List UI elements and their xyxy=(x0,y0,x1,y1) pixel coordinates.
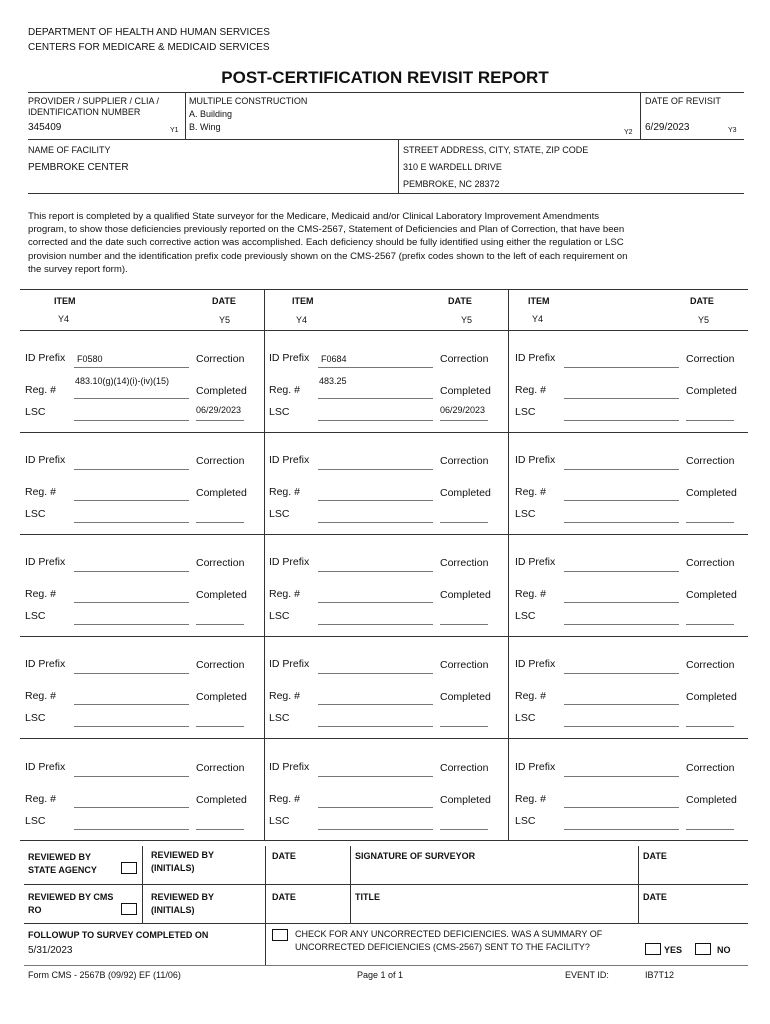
completed-label: Completed xyxy=(196,691,247,703)
id-prefix-field[interactable] xyxy=(318,571,433,572)
reviewed-cms-checkbox[interactable] xyxy=(121,903,137,915)
id-prefix-field[interactable] xyxy=(318,776,433,777)
lsc-label: LSC xyxy=(269,508,290,520)
reviewed-cms-label: REVIEWED BY CMS RO xyxy=(28,892,114,915)
id-prefix-field[interactable] xyxy=(564,367,679,368)
wing-label[interactable]: B. Wing xyxy=(189,122,221,132)
date-field[interactable] xyxy=(686,522,734,523)
id-prefix-field[interactable] xyxy=(564,776,679,777)
correction-label: Correction xyxy=(196,455,245,467)
lsc-label: LSC xyxy=(25,508,46,520)
id-prefix-label: ID Prefix xyxy=(25,658,66,670)
rule xyxy=(20,636,748,637)
completed-label: Completed xyxy=(196,385,247,397)
reg-label: Reg. # xyxy=(25,588,56,600)
no-label: NO xyxy=(717,945,731,955)
id-prefix-label: ID Prefix xyxy=(515,454,556,466)
item-header: ITEM xyxy=(528,296,550,306)
reg-field[interactable] xyxy=(74,500,189,501)
rule xyxy=(142,846,143,923)
reviewed-initials-label: REVIEWED BY (INITIALS) xyxy=(151,850,214,873)
lsc-field[interactable] xyxy=(318,420,433,421)
facility-label: NAME OF FACILITY xyxy=(28,145,111,155)
rule xyxy=(20,738,748,739)
lsc-field[interactable] xyxy=(318,624,433,625)
rule xyxy=(20,534,748,535)
lsc-label: LSC xyxy=(269,610,290,622)
correction-label: Correction xyxy=(686,659,735,671)
y4-code: Y4 xyxy=(296,315,308,325)
y2-code: Y2 xyxy=(624,129,633,136)
rule xyxy=(24,884,748,885)
yes-label: YES xyxy=(664,945,683,955)
lsc-label: LSC xyxy=(25,610,46,622)
lsc-field[interactable] xyxy=(74,420,189,421)
uncorrected-question xyxy=(295,928,602,954)
question-line: CHECK FOR ANY UNCORRECTED DEFICIENCIES. WAS A SUMMARY OF xyxy=(295,929,603,939)
id-prefix-field[interactable] xyxy=(564,571,679,572)
id-prefix-label: ID Prefix xyxy=(25,761,66,773)
date-field[interactable] xyxy=(196,420,244,421)
lsc-label: LSC xyxy=(515,508,536,520)
correction-label: Correction xyxy=(686,353,735,365)
id-prefix-label: ID Prefix xyxy=(269,556,310,568)
id-prefix-field[interactable] xyxy=(74,673,189,674)
completed-label: Completed xyxy=(686,794,737,806)
reg-field[interactable] xyxy=(74,807,189,808)
id-prefix-label: ID Prefix xyxy=(515,352,556,364)
page-number: Page 1 of 1 xyxy=(357,970,404,980)
lsc-label: LSC xyxy=(269,815,290,827)
completed-label: Completed xyxy=(196,487,247,499)
facility-value[interactable]: PEMBROKE CENTER xyxy=(28,162,129,173)
id-prefix-field[interactable] xyxy=(318,469,433,470)
id-prefix-label: ID Prefix xyxy=(515,658,556,670)
followup-label: FOLLOWUP TO SURVEY COMPLETED ON xyxy=(28,930,209,940)
item-header: ITEM xyxy=(292,296,314,306)
revisit-label: DATE OF REVISIT xyxy=(645,96,721,106)
address-line-2[interactable]: PEMBROKE, NC 28372 xyxy=(403,179,500,189)
revisit-value[interactable]: 6/29/2023 xyxy=(645,122,690,133)
id-prefix-value[interactable]: F0580 xyxy=(77,354,103,364)
correction-label: Correction xyxy=(440,659,489,671)
rule xyxy=(508,289,509,840)
date-label: DATE xyxy=(272,851,296,861)
date-field[interactable] xyxy=(440,726,488,727)
completed-label: Completed xyxy=(440,691,491,703)
lsc-label: LSC xyxy=(515,712,536,724)
lsc-field[interactable] xyxy=(318,829,433,830)
reg-value[interactable]: 483.10(g)(14)(i)-(iv)(15) xyxy=(75,376,170,386)
lsc-label: LSC xyxy=(25,712,46,724)
reg-field[interactable] xyxy=(318,807,433,808)
intro-line: program, to show those deficiencies previously reported on the CMS-2567, Statement of Deficiencies and Plan of Correction, that have been xyxy=(28,224,625,236)
lsc-field[interactable] xyxy=(318,726,433,727)
no-checkbox[interactable] xyxy=(695,943,711,955)
rule xyxy=(640,92,641,139)
building-label[interactable]: A. Building xyxy=(189,109,233,119)
correction-label: Correction xyxy=(440,353,489,365)
provider-value[interactable]: 345409 xyxy=(28,122,62,133)
form-number: Form CMS - 2567B (09/92) EF (11/06) xyxy=(28,970,181,980)
address-line-1[interactable]: 310 E WARDELL DRIVE xyxy=(403,162,502,172)
reg-label: Reg. # xyxy=(25,793,56,805)
lsc-label: LSC xyxy=(515,610,536,622)
lsc-field[interactable] xyxy=(74,624,189,625)
correction-label: Correction xyxy=(686,455,735,467)
y3-code: Y3 xyxy=(728,127,737,134)
intro-line: provision number and the identification prefix code previously shown on the CMS-2567 (prefix codes shown to the left of each requirement on xyxy=(28,250,628,262)
reg-field[interactable] xyxy=(564,704,679,705)
reg-field[interactable] xyxy=(318,704,433,705)
id-prefix-label: ID Prefix xyxy=(25,556,66,568)
y1-code: Y1 xyxy=(170,127,179,134)
reg-field[interactable] xyxy=(564,500,679,501)
completed-label: Completed xyxy=(440,385,491,397)
reg-label: Reg. # xyxy=(269,588,300,600)
intro-line: the survey report form). xyxy=(28,263,128,275)
id-prefix-field[interactable] xyxy=(564,673,679,674)
rule xyxy=(24,923,748,924)
completed-label: Completed xyxy=(440,794,491,806)
lsc-field[interactable] xyxy=(564,522,679,523)
followup-value[interactable]: 5/31/2023 xyxy=(28,945,73,956)
correction-label: Correction xyxy=(686,557,735,569)
id-prefix-label: ID Prefix xyxy=(25,454,66,466)
reg-label: Reg. # xyxy=(515,793,546,805)
correction-label: Correction xyxy=(440,455,489,467)
date-field[interactable] xyxy=(686,726,734,727)
y4-code: Y4 xyxy=(532,314,544,324)
id-prefix-field[interactable] xyxy=(74,571,189,572)
reg-label: Reg. # xyxy=(515,588,546,600)
id-prefix-field[interactable] xyxy=(318,367,433,368)
date-field[interactable] xyxy=(196,726,244,727)
date-field[interactable] xyxy=(440,420,488,421)
id-prefix-label: ID Prefix xyxy=(269,352,310,364)
lsc-field[interactable] xyxy=(564,420,679,421)
date-field[interactable] xyxy=(440,522,488,523)
id-prefix-label: ID Prefix xyxy=(25,352,66,364)
correction-label: Correction xyxy=(196,353,245,365)
construction-label: MULTIPLE CONSTRUCTION xyxy=(189,96,308,106)
completed-date[interactable]: 06/29/2023 xyxy=(196,405,242,415)
form-title: POST-CERTIFICATION REVISIT REPORT xyxy=(221,68,549,87)
reg-field[interactable] xyxy=(74,602,189,603)
y4-code: Y4 xyxy=(58,314,70,324)
reg-field[interactable] xyxy=(318,398,433,399)
rule xyxy=(28,193,744,194)
correction-label: Correction xyxy=(686,762,735,774)
id-prefix-field[interactable] xyxy=(318,673,433,674)
lsc-label: LSC xyxy=(515,815,536,827)
id-prefix-field[interactable] xyxy=(74,469,189,470)
lsc-label: LSC xyxy=(269,712,290,724)
reg-label: Reg. # xyxy=(25,486,56,498)
question-line: UNCORRECTED DEFICIENCIES (CMS-2567) SENT TO THE FACILITY? xyxy=(295,942,590,952)
lsc-field[interactable] xyxy=(74,522,189,523)
rule xyxy=(350,846,351,923)
id-prefix-field[interactable] xyxy=(74,367,189,368)
address-label: STREET ADDRESS, CITY, STATE, ZIP CODE xyxy=(403,145,589,155)
lsc-label: LSC xyxy=(269,406,290,418)
id-prefix-label: ID Prefix xyxy=(515,761,556,773)
event-id-value: IB7T12 xyxy=(645,970,675,980)
date-field[interactable] xyxy=(196,522,244,523)
y5-code: Y5 xyxy=(219,315,231,325)
agency-line-1: DEPARTMENT OF HEALTH AND HUMAN SERVICES xyxy=(28,27,270,38)
reg-field[interactable] xyxy=(318,602,433,603)
lsc-field[interactable] xyxy=(564,829,679,830)
correction-label: Correction xyxy=(196,557,245,569)
id-prefix-field[interactable] xyxy=(74,776,189,777)
date-header: DATE xyxy=(690,296,714,306)
rule xyxy=(20,432,748,433)
id-prefix-label: ID Prefix xyxy=(515,556,556,568)
lsc-field[interactable] xyxy=(74,726,189,727)
completed-label: Completed xyxy=(440,589,491,601)
id-prefix-field[interactable] xyxy=(564,469,679,470)
date-field[interactable] xyxy=(440,829,488,830)
completed-label: Completed xyxy=(196,794,247,806)
completed-label: Completed xyxy=(686,385,737,397)
reviewed-state-checkbox[interactable] xyxy=(121,862,137,874)
intro-line: corrected and the date such corrective action was accomplished. Each deficiency should be fully identified using either the regulation or LSC xyxy=(28,237,624,249)
reg-label: Reg. # xyxy=(515,486,546,498)
date-header: DATE xyxy=(212,296,236,306)
uncorrected-checkbox[interactable] xyxy=(272,929,288,941)
completed-date[interactable]: 06/29/2023 xyxy=(440,405,486,415)
reg-label: Reg. # xyxy=(25,690,56,702)
lsc-field[interactable] xyxy=(74,829,189,830)
y5-code: Y5 xyxy=(698,315,710,325)
lsc-label: LSC xyxy=(25,815,46,827)
completed-label: Completed xyxy=(196,589,247,601)
completed-label: Completed xyxy=(440,487,491,499)
date-label: DATE xyxy=(643,892,667,902)
reg-label: Reg. # xyxy=(515,690,546,702)
agency-line-2: CENTERS FOR MEDICARE & MEDICAID SERVICES xyxy=(28,42,270,53)
rule xyxy=(24,965,748,966)
event-id-label: EVENT ID: xyxy=(565,970,609,980)
rule xyxy=(28,139,744,140)
reg-field[interactable] xyxy=(74,398,189,399)
date-field[interactable] xyxy=(686,829,734,830)
completed-label: Completed xyxy=(686,691,737,703)
signature-label: SIGNATURE OF SURVEYOR xyxy=(355,851,476,861)
yes-checkbox[interactable] xyxy=(645,943,661,955)
agency-header xyxy=(28,25,270,55)
completed-label: Completed xyxy=(686,487,737,499)
provider-label: PROVIDER / SUPPLIER / CLIA / IDENTIFICATION NUMBER xyxy=(28,96,160,117)
correction-label: Correction xyxy=(440,557,489,569)
item-header: ITEM xyxy=(54,296,76,306)
reg-field[interactable] xyxy=(564,398,679,399)
rule xyxy=(20,330,748,331)
lsc-field[interactable] xyxy=(564,624,679,625)
rule xyxy=(638,846,639,923)
y5-code: Y5 xyxy=(461,315,473,325)
date-field[interactable] xyxy=(440,624,488,625)
reg-label: Reg. # xyxy=(269,486,300,498)
reg-field[interactable] xyxy=(74,704,189,705)
reviewed-state-label: REVIEWED BY STATE AGENCY xyxy=(28,852,97,875)
title-label: TITLE xyxy=(355,892,380,902)
id-prefix-value[interactable]: F0684 xyxy=(321,354,347,364)
completed-label: Completed xyxy=(686,589,737,601)
lsc-field[interactable] xyxy=(318,522,433,523)
date-field[interactable] xyxy=(196,829,244,830)
date-label: DATE xyxy=(643,851,667,861)
lsc-label: LSC xyxy=(25,406,46,418)
rule xyxy=(265,846,266,923)
id-prefix-label: ID Prefix xyxy=(269,658,310,670)
id-prefix-label: ID Prefix xyxy=(269,454,310,466)
rule xyxy=(28,92,744,93)
rule xyxy=(20,289,748,290)
reg-label: Reg. # xyxy=(515,384,546,396)
correction-label: Correction xyxy=(440,762,489,774)
date-field[interactable] xyxy=(686,420,734,421)
rule xyxy=(185,92,186,139)
date-header: DATE xyxy=(448,296,472,306)
reg-label: Reg. # xyxy=(269,793,300,805)
reg-label: Reg. # xyxy=(25,384,56,396)
rule xyxy=(20,840,748,841)
rule xyxy=(398,139,399,193)
correction-label: Correction xyxy=(196,762,245,774)
lsc-label: LSC xyxy=(515,406,536,418)
reviewed-initials-label: REVIEWED BY (INITIALS) xyxy=(151,892,214,915)
intro-line: This report is completed by a qualified State surveyor for the Medicare, Medicaid and/or Clinical Laboratory Improvement Amendments xyxy=(28,211,600,222)
reg-label: Reg. # xyxy=(269,690,300,702)
reg-value[interactable]: 483.25 xyxy=(319,376,347,386)
reg-label: Reg. # xyxy=(269,384,300,396)
date-field[interactable] xyxy=(196,624,244,625)
rule xyxy=(265,923,266,965)
reg-field[interactable] xyxy=(564,602,679,603)
reg-field[interactable] xyxy=(564,807,679,808)
reg-field[interactable] xyxy=(318,500,433,501)
date-label: DATE xyxy=(272,892,296,902)
date-field[interactable] xyxy=(686,624,734,625)
id-prefix-label: ID Prefix xyxy=(269,761,310,773)
lsc-field[interactable] xyxy=(564,726,679,727)
rule xyxy=(264,289,265,840)
correction-label: Correction xyxy=(196,659,245,671)
intro-paragraph xyxy=(28,210,748,276)
